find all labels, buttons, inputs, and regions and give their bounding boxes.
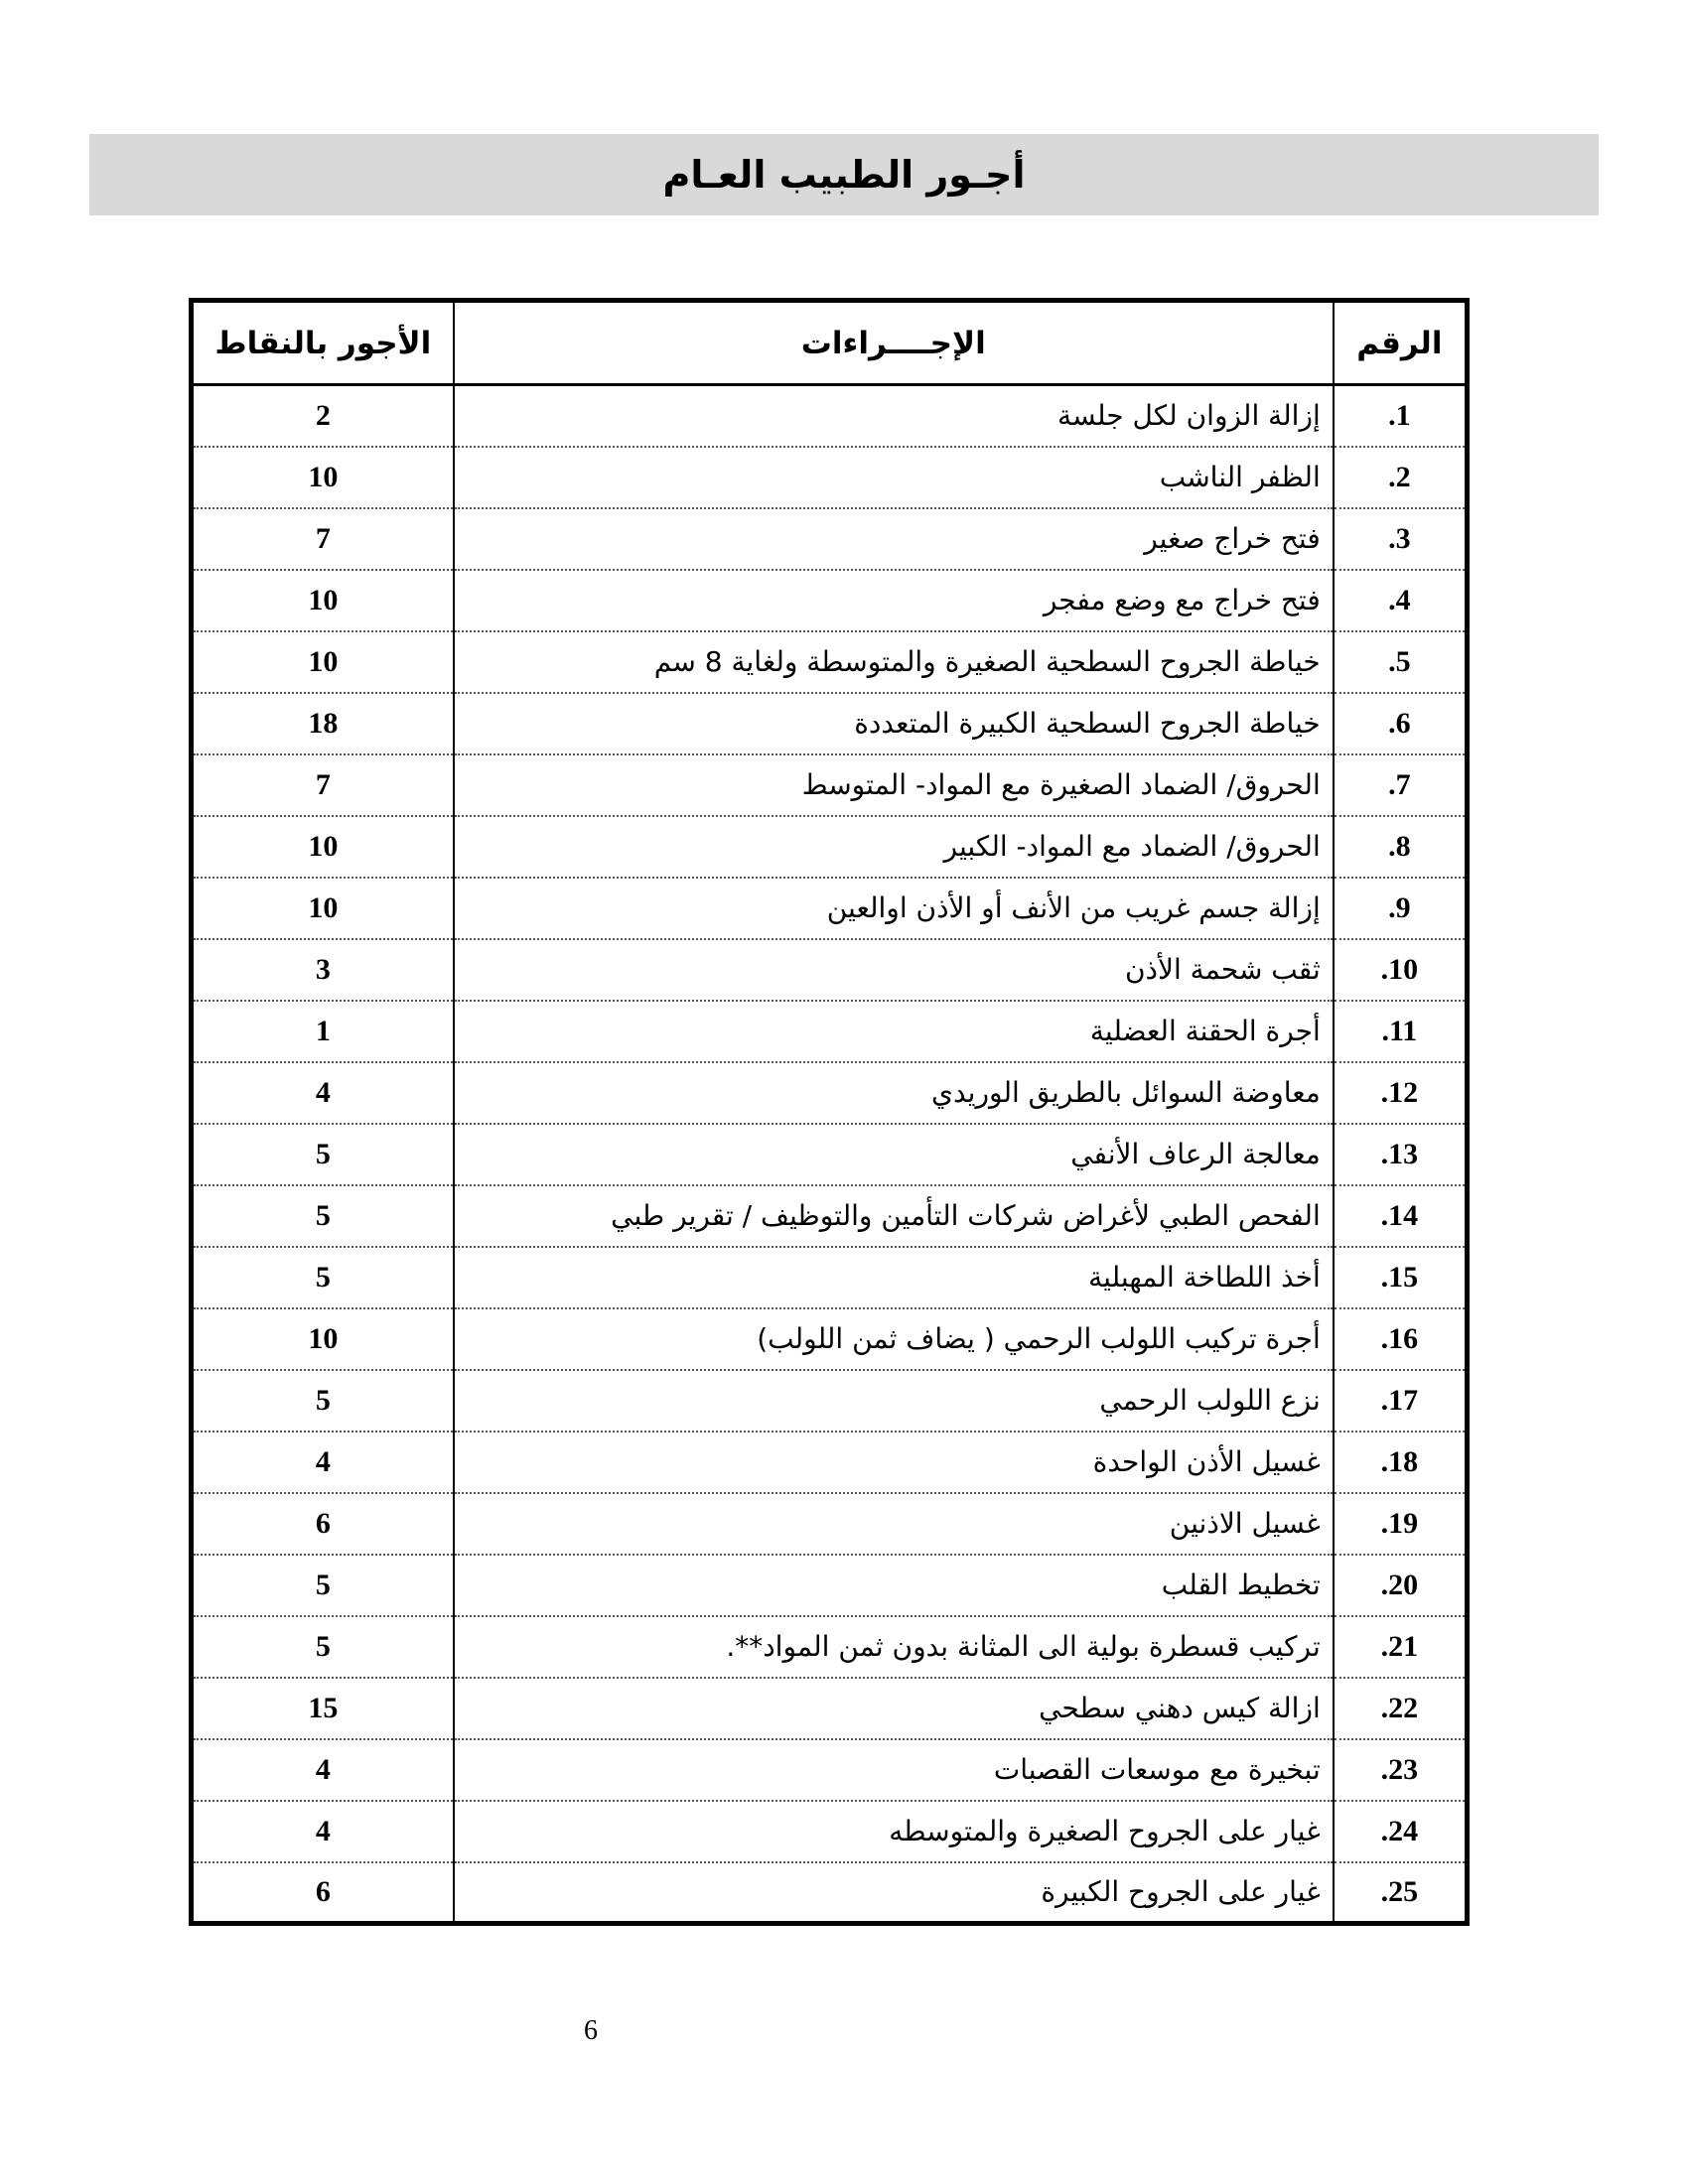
table-row	[192, 816, 1468, 878]
row-number: .5	[1334, 631, 1468, 693]
fees-table	[189, 298, 1470, 1926]
procedure-name: ثقب شحمة الأذن	[454, 939, 1334, 1001]
procedure-name: أجرة تركيب اللولب الرحمي ( يضاف ثمن اللولب)	[454, 1308, 1334, 1370]
fee-points-value: 4	[192, 1801, 454, 1862]
procedure-name: معالجة الرعاف الأنفي	[454, 1124, 1334, 1185]
table-row	[192, 878, 1468, 939]
row-number: .3	[1334, 508, 1468, 570]
row-number: .7	[1334, 754, 1468, 816]
table-row	[192, 1555, 1468, 1616]
fee-points-value: 1	[192, 1001, 454, 1062]
table-row	[192, 1185, 1468, 1247]
fee-points-value: 3	[192, 939, 454, 1001]
row-number: .22	[1334, 1678, 1468, 1739]
table-row	[192, 1801, 1468, 1862]
table-row	[192, 1308, 1468, 1370]
procedure-name: غيار على الجروح الصغيرة والمتوسطه	[454, 1801, 1334, 1862]
fee-points-value: 2	[192, 385, 454, 447]
table-row	[192, 1247, 1468, 1308]
fee-points-value: 4	[192, 1739, 454, 1801]
procedure-name: إزالة جسم غريب من الأنف أو الأذن اوالعين	[454, 878, 1334, 939]
fee-points-value: 5	[192, 1555, 454, 1616]
fee-points-value: 6	[192, 1862, 454, 1924]
procedure-name: تركيب قسطرة بولية الى المثانة بدون ثمن المواد**.	[454, 1616, 1334, 1678]
row-number: .16	[1334, 1308, 1468, 1370]
table-row	[192, 447, 1468, 508]
table-row	[192, 1678, 1468, 1739]
table-row	[192, 1739, 1468, 1801]
procedure-name: الظفر الناشب	[454, 447, 1334, 508]
procedure-name: غسيل الأذن الواحدة	[454, 1432, 1334, 1493]
header-row	[192, 301, 1468, 385]
procedure-name: ازالة كيس دهني سطحي	[454, 1678, 1334, 1739]
fee-points-value: 7	[192, 508, 454, 570]
fee-points-value: 5	[192, 1616, 454, 1678]
row-number: .19	[1334, 1493, 1468, 1555]
page-number: 6	[584, 2015, 598, 2046]
row-number: .2	[1334, 447, 1468, 508]
table-row	[192, 693, 1468, 754]
procedure-name: الفحص الطبي لأغراض شركات التأمين والتوظيف / تقرير طبي	[454, 1185, 1334, 1247]
table-row	[192, 1001, 1468, 1062]
fee-points-value: 18	[192, 693, 454, 754]
procedure-name: أخذ اللطاخة المهبلية	[454, 1247, 1334, 1308]
row-number: .21	[1334, 1616, 1468, 1678]
row-number: .1	[1334, 385, 1468, 447]
row-number: .23	[1334, 1739, 1468, 1801]
procedure-name: تخطيط القلب	[454, 1555, 1334, 1616]
table-row	[192, 939, 1468, 1001]
procedure-name: فتح خراج صغير	[454, 508, 1334, 570]
row-number: .4	[1334, 570, 1468, 631]
table-body	[192, 385, 1468, 1924]
table-row	[192, 754, 1468, 816]
table-row	[192, 1616, 1468, 1678]
table-row	[192, 1432, 1468, 1493]
row-number: .9	[1334, 878, 1468, 939]
header-procedures-column: الإجــــراءات	[454, 301, 1334, 385]
fee-points-value: 10	[192, 816, 454, 878]
page-title: أجـور الطبيب العـام	[662, 153, 1026, 197]
table-row	[192, 1493, 1468, 1555]
header-fees-column: الأجور بالنقاط	[192, 301, 454, 385]
procedure-name: خياطة الجروح السطحية الصغيرة والمتوسطة ولغاية 8 سم	[454, 631, 1334, 693]
procedure-name: أجرة الحقنة العضلية	[454, 1001, 1334, 1062]
fees-table-container	[189, 298, 1470, 1926]
procedure-name: نزع اللولب الرحمي	[454, 1370, 1334, 1432]
fee-points-value: 10	[192, 878, 454, 939]
fee-points-value: 10	[192, 447, 454, 508]
row-number: .6	[1334, 693, 1468, 754]
table-header	[192, 301, 1468, 385]
table-row	[192, 508, 1468, 570]
procedure-name: غسيل الاذنين	[454, 1493, 1334, 1555]
procedure-name: خياطة الجروح السطحية الكبيرة المتعددة	[454, 693, 1334, 754]
procedure-name: فتح خراج مع وضع مفجر	[454, 570, 1334, 631]
fee-points-value: 10	[192, 570, 454, 631]
table-row	[192, 1862, 1468, 1924]
procedure-name: الحروق/ الضماد الصغيرة مع المواد- المتوسط	[454, 754, 1334, 816]
fee-points-value: 5	[192, 1185, 454, 1247]
row-number: .8	[1334, 816, 1468, 878]
row-number: .11	[1334, 1001, 1468, 1062]
fee-points-value: 5	[192, 1124, 454, 1185]
row-number: .12	[1334, 1062, 1468, 1124]
row-number: .18	[1334, 1432, 1468, 1493]
header-number-column: الرقم	[1334, 301, 1468, 385]
fee-points-value: 7	[192, 754, 454, 816]
row-number: .13	[1334, 1124, 1468, 1185]
table-row	[192, 570, 1468, 631]
table-row	[192, 1062, 1468, 1124]
table-row	[192, 385, 1468, 447]
title-bar	[89, 134, 1599, 215]
row-number: .15	[1334, 1247, 1468, 1308]
procedure-name: الحروق/ الضماد مع المواد- الكبير	[454, 816, 1334, 878]
procedure-name: معاوضة السوائل بالطريق الوريدي	[454, 1062, 1334, 1124]
fee-points-value: 5	[192, 1370, 454, 1432]
fee-points-value: 4	[192, 1062, 454, 1124]
table-row	[192, 1370, 1468, 1432]
row-number: .10	[1334, 939, 1468, 1001]
fee-points-value: 15	[192, 1678, 454, 1739]
fee-points-value: 6	[192, 1493, 454, 1555]
fee-points-value: 5	[192, 1247, 454, 1308]
fee-points-value: 4	[192, 1432, 454, 1493]
procedure-name: غيار على الجروح الكبيرة	[454, 1862, 1334, 1924]
table-row	[192, 1124, 1468, 1185]
row-number: .14	[1334, 1185, 1468, 1247]
table-row	[192, 631, 1468, 693]
procedure-name: تبخيرة مع موسعات القصبات	[454, 1739, 1334, 1801]
fee-points-value: 10	[192, 1308, 454, 1370]
row-number: .17	[1334, 1370, 1468, 1432]
row-number: .20	[1334, 1555, 1468, 1616]
row-number: .25	[1380, 1874, 1419, 1908]
procedure-name: إزالة الزوان لكل جلسة	[454, 385, 1334, 447]
fee-points-value: 10	[192, 631, 454, 693]
row-number: .24	[1334, 1801, 1468, 1862]
